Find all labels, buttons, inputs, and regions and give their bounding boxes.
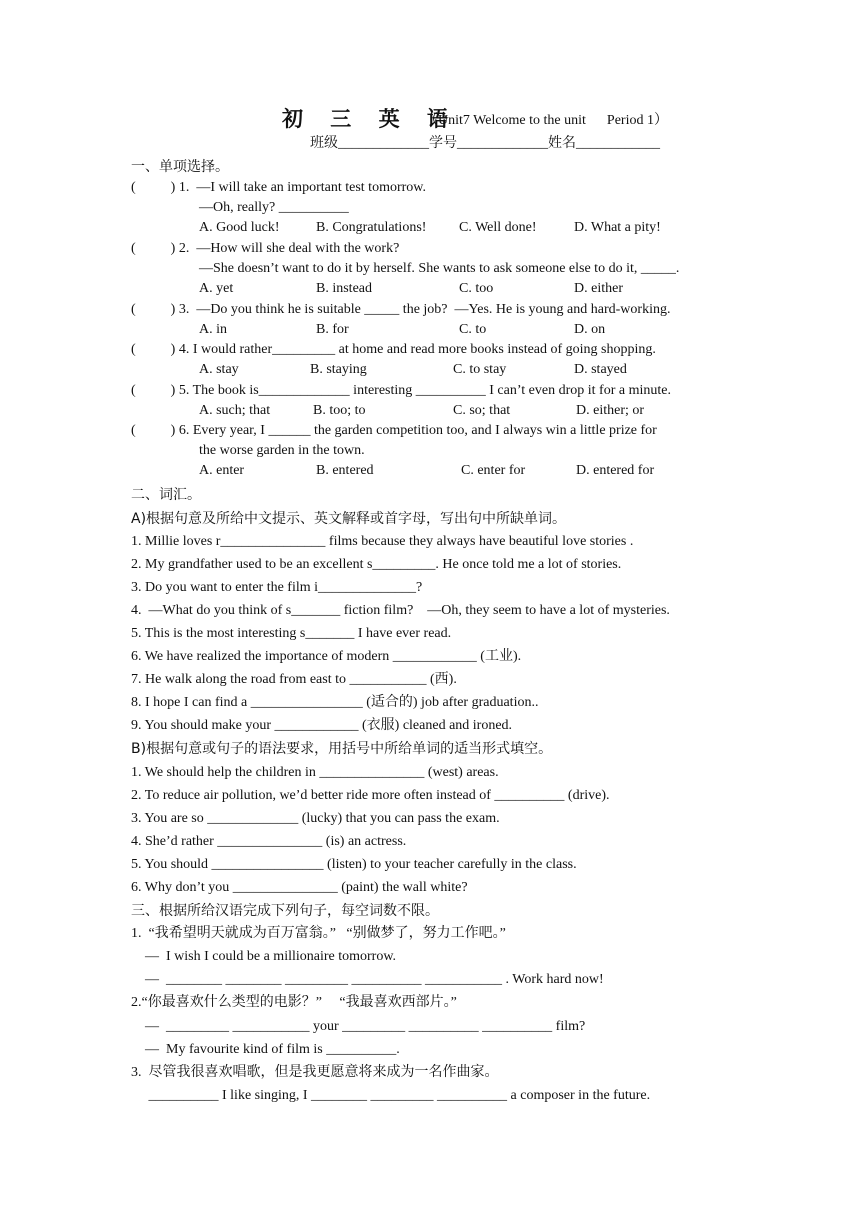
- vocab-a-7: 7. He walk along the road from east to ___________ (西).: [131, 672, 457, 687]
- vocab-a-8: 8. I hope I can find a ________________ (适合的) job after graduation..: [131, 695, 539, 710]
- q4-option-c: C. to stay: [453, 362, 507, 377]
- translate-1-line2: — ________ ________ _________ __________ ___________ . Work hard now!: [131, 972, 604, 987]
- vocab-a-6: 6. We have realized the importance of modern ____________ (工业).: [131, 649, 522, 664]
- q2-option-c: C. too: [459, 281, 494, 296]
- section-2a-heading: A)根据句意及所给中文提示、英文解释或首字母，写出句中所缺单词。: [131, 511, 567, 527]
- student-info-line: 班级_____________学号_____________姓名____________: [310, 136, 660, 151]
- q1-option-b: B. Congratulations!: [316, 220, 427, 235]
- q5-option-c: C. so; that: [453, 403, 511, 418]
- q3-option-c: C. to: [459, 322, 487, 337]
- q2-option-b: B. instead: [316, 281, 372, 296]
- q1-option-c: C. Well done!: [459, 220, 537, 235]
- translate-2-line1: — _________ ___________ your _________ __________ __________ film?: [131, 1019, 586, 1034]
- vocab-b-4: 4. She’d rather _______________ (is) an actress.: [131, 834, 407, 849]
- vocab-a-2: 2. My grandfather used to be an excellent s_________. He once told me a lot of stories.: [131, 557, 622, 572]
- question-2: ( ) 2. —How will she deal with the work?: [131, 241, 400, 256]
- vocab-b-2: 2. To reduce air pollution, we’d better ride more often instead of __________ (drive).: [131, 788, 610, 803]
- question-1-line2: —Oh, really? __________: [199, 200, 349, 215]
- translate-2-prompt: 2.“你最喜欢什么类型的电影？” “我最喜欢西部片。”: [131, 995, 457, 1010]
- q4-option-a: A. stay: [199, 362, 239, 377]
- section-2b-heading: B)根据句意或句子的语法要求，用括号中所给单词的适当形式填空。: [131, 741, 553, 757]
- q1-option-a: A. Good luck!: [199, 220, 280, 235]
- vocab-a-1: 1. Millie loves r_______________ films because they always have beautiful love stories .: [131, 534, 634, 549]
- q5-option-b: B. too; to: [313, 403, 366, 418]
- q6-option-a: A. enter: [199, 463, 245, 478]
- q3-option-d: D. on: [574, 322, 606, 337]
- section-3-heading: 三、根据所给汉语完成下列句子，每空词数不限。: [131, 903, 439, 919]
- q4-option-d: D. stayed: [574, 362, 627, 377]
- q4-option-b: B. staying: [310, 362, 367, 377]
- vocab-a-4: 4. —What do you think of s_______ fiction film? —Oh, they seem to have a lot of mysteries.: [131, 603, 670, 618]
- question-3: ( ) 3. —Do you think he is suitable _____ the job? —Yes. He is young and hard-working.: [131, 302, 671, 317]
- vocab-b-1: 1. We should help the children in _______________ (west) areas.: [131, 765, 499, 780]
- q6-option-c: C. enter for: [461, 463, 526, 478]
- q6-option-d: D. entered for: [576, 463, 655, 478]
- q5-option-d: D. either; or: [576, 403, 645, 418]
- question-4: ( ) 4. I would rather_________ at home and read more books instead of going shopping.: [131, 342, 656, 357]
- page-title: 初 三 英 语: [282, 107, 458, 131]
- vocab-b-5: 5. You should ________________ (listen) to your teacher carefully in the class.: [131, 857, 577, 872]
- q2-option-d: D. either: [574, 281, 623, 296]
- vocab-b-3: 3. You are so _____________ (lucky) that you can pass the exam.: [131, 811, 500, 826]
- question-6: ( ) 6. Every year, I ______ the garden competition too, and I always win a little prize for: [131, 423, 657, 438]
- question-6-line2: the worse garden in the town.: [199, 443, 365, 458]
- q2-option-a: A. yet: [199, 281, 234, 296]
- translate-1-prompt: 1. “我希望明天就成为百万富翁。” “别做梦了，努力工作吧。”: [131, 926, 506, 941]
- translate-1-line1: — I wish I could be a millionaire tomorrow.: [131, 949, 397, 964]
- page-subtitle: （Unit7 Welcome to the unit Period 1）: [424, 113, 668, 128]
- question-5: ( ) 5. The book is_____________ interesting __________ I can’t even drop it for a minute.: [131, 383, 671, 398]
- q6-option-b: B. entered: [316, 463, 374, 478]
- translate-3-prompt: 3. 尽管我很喜欢唱歌，但是我更愿意将来成为一名作曲家。: [131, 1065, 499, 1080]
- q3-option-b: B. for: [316, 322, 349, 337]
- question-1: ( ) 1. —I will take an important test tomorrow.: [131, 180, 426, 195]
- section-2-heading: 二、词汇。: [131, 487, 201, 503]
- translate-3-line1: __________ I like singing, I ________ _________ __________ a composer in the future.: [131, 1088, 651, 1103]
- q3-option-a: A. in: [199, 322, 227, 337]
- q5-option-a: A. such; that: [199, 403, 271, 418]
- vocab-a-5: 5. This is the most interesting s_______ I have ever read.: [131, 626, 452, 641]
- vocab-b-6: 6. Why don’t you _______________ (paint) the wall white?: [131, 880, 468, 895]
- vocab-a-9: 9. You should make your ____________ (衣服) cleaned and ironed.: [131, 718, 513, 733]
- vocab-a-3: 3. Do you want to enter the film i______________?: [131, 580, 423, 595]
- q1-option-d: D. What a pity!: [574, 220, 661, 235]
- question-2-line2: —She doesn’t want to do it by herself. She wants to ask someone else to do it, _____.: [199, 261, 680, 276]
- translate-2-line2: — My favourite kind of film is __________.: [131, 1042, 400, 1057]
- section-1-heading: 一、单项选择。: [131, 159, 229, 175]
